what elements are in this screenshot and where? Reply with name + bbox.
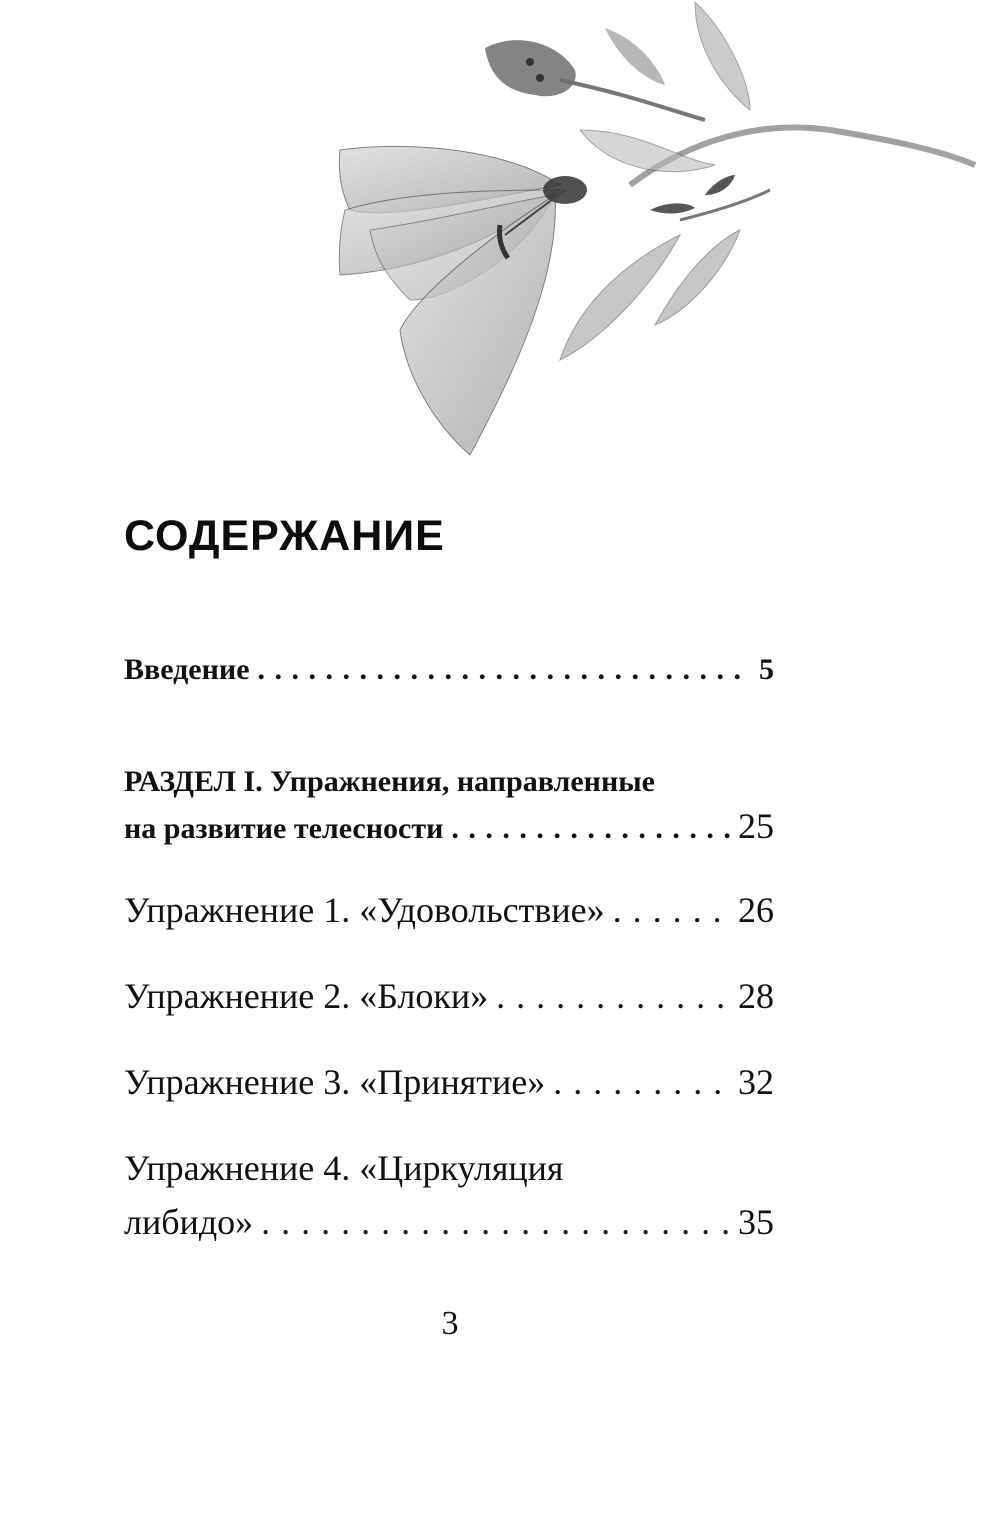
toc-entry-page: 5 [759, 653, 774, 686]
toc-section-title-line2: на развитие телесности [124, 812, 444, 845]
toc-entry-label: Упражнение 3. «Принятие» [124, 1062, 546, 1102]
dot-leader [553, 1055, 730, 1109]
toc-entry-page: 26 [738, 890, 774, 930]
toc-entry-exercise-3[interactable] [124, 1055, 774, 1109]
dot-leader [613, 883, 730, 937]
toc-entry-label-line1: Упражнение 4. «Циркуляция [124, 1148, 564, 1188]
toc-entry-page: 28 [738, 976, 774, 1016]
toc-entry-page: 32 [738, 1062, 774, 1102]
toc-entry-page: 25 [738, 806, 774, 846]
toc-entry-intro[interactable] [124, 640, 774, 700]
toc-entry-exercise-1[interactable] [124, 883, 774, 937]
toc-entry-label-line2: либидо» [124, 1202, 254, 1242]
toc-entry-page: 35 [738, 1202, 774, 1242]
toc-entry-label: Введение [124, 653, 250, 686]
toc-section-title-line1: РАЗДЕЛ I. Упражнения, направленные [124, 765, 655, 798]
dot-leader [258, 640, 751, 700]
page-title: СОДЕРЖАНИЕ [124, 512, 445, 560]
dot-leader [496, 969, 730, 1023]
toc-entry-label: Упражнение 1. «Удовольствие» [124, 890, 605, 930]
page-number: 3 [441, 1305, 459, 1342]
table-of-contents [124, 640, 774, 1249]
toc-entry-exercise-2[interactable] [124, 969, 774, 1023]
toc-entry-section-1[interactable] [124, 760, 774, 851]
dot-leader [261, 1195, 730, 1249]
dot-leader [451, 807, 730, 851]
toc-entry-label: Упражнение 2. «Блоки» [124, 976, 489, 1016]
flower-illustration [330, 0, 1000, 480]
toc-entry-exercise-4[interactable] [124, 1141, 774, 1249]
